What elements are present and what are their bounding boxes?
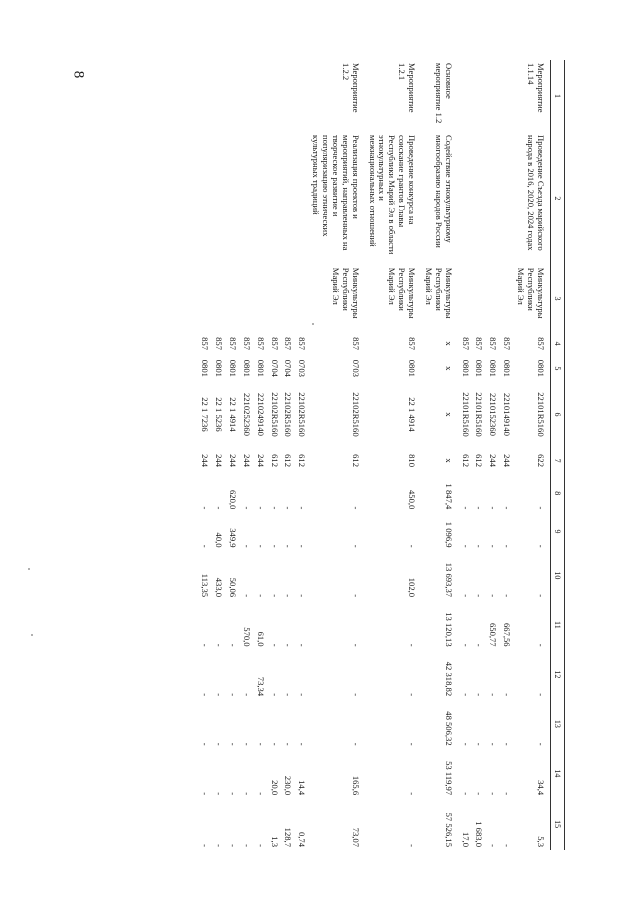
table-row [499, 60, 513, 850]
table-cell: 42 318,82 [443, 661, 454, 697]
table-cell: 0801 [535, 359, 546, 377]
table-cell: - [214, 506, 225, 510]
table-cell: 53 119,97 [443, 761, 454, 796]
table-cell: 22101R5160 [460, 392, 471, 437]
table-cell: - [255, 742, 266, 746]
table-cell: - [474, 506, 485, 510]
table-cell: - [269, 693, 280, 697]
table-cell: - [460, 693, 471, 697]
table-cell: - [488, 844, 499, 847]
table-cell [267, 265, 281, 333]
table-cell: 22101R5160 [474, 392, 485, 437]
table-cell [197, 60, 211, 132]
table-cell [499, 132, 513, 265]
table-cell: 857 [502, 337, 513, 350]
table-cell: - [297, 594, 308, 598]
table-cell: 612 [283, 454, 294, 468]
table-cell: - [488, 544, 499, 548]
table-cell: 612 [297, 454, 308, 468]
table-row [365, 60, 421, 850]
table-cell: - [241, 594, 252, 598]
table-cell [485, 265, 499, 333]
table-cell: 244 [502, 454, 513, 468]
table-cell: - [460, 643, 471, 647]
table-cell: - [535, 506, 546, 510]
table-cell: - [255, 844, 266, 847]
table-cell: - [297, 693, 308, 697]
table-cell: - [474, 742, 485, 746]
table-cell: - [269, 594, 280, 598]
table-cell: 620,0 [227, 489, 238, 510]
table-cell [458, 265, 472, 333]
table-cell: 0704 [283, 359, 294, 377]
table-cell: Основное мероприятие 1.2 [433, 63, 454, 124]
table-cell: 14,4 [297, 780, 308, 796]
column-header-12: 12 [550, 650, 564, 700]
table-cell: Проведение конкурса на соискание грантов Главы Республики Марий Эл в области этнокультурных и межнациональных отношений [367, 135, 418, 255]
table-row [294, 60, 308, 850]
table-cell: - [214, 792, 225, 796]
table-cell: - [502, 844, 513, 847]
table-cell: - [227, 792, 238, 796]
table-cell: 244 [255, 454, 266, 468]
table-row [239, 60, 253, 850]
table-cell: Реализация проектов и мероприятий, направленных на творческое развитие и популяризацию этнических культурных традиций [311, 135, 361, 251]
table-cell: 857 [474, 337, 485, 350]
table-cell: - [407, 693, 418, 697]
table-cell: 230,0 [283, 775, 294, 796]
table-cell: 244 [488, 454, 499, 468]
table-cell: - [200, 792, 211, 796]
table-cell: х [443, 412, 454, 417]
table-cell: 0801 [200, 359, 211, 377]
table-cell: 2210152360 [488, 392, 499, 436]
table-cell: 0801 [460, 359, 471, 377]
table-cell: 22 1 5236 [214, 397, 225, 432]
table-cell [294, 132, 308, 265]
table-row [421, 60, 458, 850]
table-cell [253, 265, 267, 333]
table-cell [211, 265, 225, 333]
table-cell: - [200, 742, 211, 746]
table-cell: 22 1 4914 [407, 397, 418, 432]
table-cell: 433,0 [214, 577, 225, 598]
table-cell: - [214, 643, 225, 647]
table-cell: 0801 [241, 359, 252, 377]
table-cell: - [502, 544, 513, 548]
table-cell: 0801 [474, 359, 485, 377]
table-cell: 57 526,15 [443, 812, 454, 847]
table-cell: 0801 [407, 359, 418, 377]
table-row [197, 60, 211, 850]
table-cell: 128,7 [283, 827, 294, 847]
table-cell: 857 [241, 337, 252, 350]
table-cell [472, 132, 486, 265]
table-cell: - [502, 742, 513, 746]
table-cell: 622 [535, 454, 546, 468]
table-cell [281, 132, 295, 265]
table-cell: - [407, 742, 418, 746]
table-cell: 857 [214, 337, 225, 350]
table-cell: 0801 [227, 359, 238, 377]
table-cell: - [283, 544, 294, 548]
table-cell: - [350, 742, 361, 746]
table-cell: - [502, 594, 513, 598]
table-row [458, 60, 472, 850]
table-cell: 20,0 [269, 780, 280, 796]
table-cell: - [460, 742, 471, 746]
table-cell: - [350, 506, 361, 510]
table-cell: 612 [269, 454, 280, 468]
table-body [197, 60, 550, 850]
table-cell [225, 265, 239, 333]
table-cell: - [200, 844, 211, 847]
table-cell [472, 60, 486, 132]
table-cell [499, 60, 513, 132]
table-cell: - [283, 742, 294, 746]
header-row [550, 60, 564, 850]
table-cell: 0801 [214, 359, 225, 377]
table-cell [485, 132, 499, 265]
table-cell: 165,6 [350, 775, 361, 796]
table-cell: - [255, 506, 266, 510]
table-cell: 102,0 [407, 577, 418, 598]
table-cell: - [350, 594, 361, 598]
table-cell: Проведение Съезда марийского народа в 2016, 2020, 2024 годах [525, 135, 546, 251]
table-cell: - [460, 792, 471, 796]
table-cell: Мероприятие 1.2.2 [340, 63, 361, 113]
table-cell: 612 [350, 454, 361, 468]
table-cell: - [488, 792, 499, 796]
table-cell [211, 132, 225, 265]
table-cell: 244 [200, 454, 211, 468]
table-cell [239, 132, 253, 265]
table-cell: - [407, 544, 418, 548]
table-cell: - [283, 506, 294, 510]
table-row [225, 60, 239, 850]
table-cell: 73,34 [255, 676, 266, 697]
table-cell: 61,0 [255, 631, 266, 647]
table-row [485, 60, 499, 850]
table-cell: - [474, 544, 485, 548]
table-cell: - [460, 544, 471, 548]
table-cell: - [214, 742, 225, 746]
table-cell: 857 [269, 337, 280, 350]
table-cell: - [474, 792, 485, 796]
table-cell [485, 60, 499, 132]
table-cell: 810 [407, 454, 418, 468]
table-cell: - [297, 506, 308, 510]
table-cell: 1,3 [269, 836, 280, 847]
table-cell: 650,77 [488, 622, 499, 647]
table-cell: 40,0 [214, 532, 225, 548]
budget-table [197, 60, 565, 850]
table-row [253, 60, 267, 850]
table-cell: Мероприятие 1.1.14 [525, 63, 546, 113]
table-cell: 244 [241, 454, 252, 468]
table-cell: 22102R5160 [297, 392, 308, 437]
table-cell: - [227, 844, 238, 847]
table-cell: - [407, 643, 418, 647]
table-cell: Минкультуры Республики Марий Эл [387, 267, 418, 319]
table-cell: - [297, 544, 308, 548]
table-cell: - [255, 792, 266, 796]
table-cell: 0,74 [297, 831, 308, 847]
table-cell: 113,35 [200, 573, 211, 598]
table-cell: Минкультуры Республики Марий Эл [330, 267, 361, 319]
table-cell: - [269, 742, 280, 746]
table-cell: - [214, 693, 225, 697]
table-cell: 0703 [350, 359, 361, 377]
table-cell: - [227, 693, 238, 697]
table-cell: 22102R5160 [283, 392, 294, 437]
table-cell [239, 60, 253, 132]
table-cell: 244 [227, 454, 238, 468]
table-cell [253, 132, 267, 265]
table-cell: 22101R5160 [535, 392, 546, 437]
column-header-4: 4 [550, 332, 564, 355]
table-cell: - [269, 506, 280, 510]
table-cell: 857 [460, 337, 471, 350]
table-cell: 0704 [269, 359, 280, 377]
table-row [472, 60, 486, 850]
table-cell: 1 096,9 [443, 521, 454, 548]
table-cell [281, 60, 295, 132]
table-cell: - [200, 643, 211, 647]
column-header-3: 3 [550, 265, 564, 333]
table-cell: 857 [407, 337, 418, 350]
table-cell [253, 60, 267, 132]
table-cell: - [535, 643, 546, 647]
table-cell: 857 [297, 337, 308, 350]
table-cell: х [443, 458, 454, 463]
table-cell: - [488, 742, 499, 746]
table-cell: Мероприятие 1.2.1 [397, 63, 418, 113]
table-cell: - [474, 693, 485, 697]
table-cell: - [200, 693, 211, 697]
page-number: 8 [70, 70, 87, 79]
table-cell [294, 60, 308, 132]
table-cell: - [407, 792, 418, 796]
rotated-table-frame [120, 60, 565, 850]
table-cell: 667,56 [502, 622, 513, 647]
table-cell: - [241, 506, 252, 510]
table-cell: 857 [350, 337, 361, 350]
table-cell: 1 847,4 [443, 483, 454, 510]
table-cell: 13 120,13 [443, 612, 454, 647]
table-cell: 857 [255, 337, 266, 350]
table-cell: - [227, 643, 238, 647]
table-cell [225, 132, 239, 265]
table-cell: 0801 [502, 359, 513, 377]
table-cell: - [200, 506, 211, 510]
column-header-6: 6 [550, 382, 564, 447]
table-cell: 17,0 [460, 831, 471, 847]
column-header-8: 8 [550, 474, 564, 512]
table-cell: Минкультуры Республики Марий Эл [423, 267, 454, 319]
table-cell [267, 132, 281, 265]
table-cell: - [350, 643, 361, 647]
column-header-13: 13 [550, 699, 564, 749]
table-cell [211, 60, 225, 132]
table-cell: 48 506,32 [443, 711, 454, 746]
table-cell: 0801 [255, 359, 266, 377]
table-cell: - [297, 643, 308, 647]
table-cell [472, 265, 486, 333]
table-cell: 5,3 [535, 836, 546, 847]
table-cell: 244 [214, 454, 225, 468]
table-cell: - [269, 544, 280, 548]
table-cell [294, 265, 308, 333]
table-cell: - [241, 742, 252, 746]
table-cell: - [350, 693, 361, 697]
column-header-1: 1 [550, 60, 564, 132]
table-cell: 2210252360 [241, 392, 252, 436]
table-cell: 2210149140 [502, 392, 513, 436]
table-cell: 857 [535, 337, 546, 350]
table-cell: - [535, 594, 546, 598]
table-cell: - [488, 506, 499, 510]
table-cell: - [474, 594, 485, 598]
table-cell [239, 265, 253, 333]
table-cell: 50,06 [227, 577, 238, 598]
table-cell: - [297, 742, 308, 746]
table-cell: - [200, 544, 211, 548]
table-cell: 857 [200, 337, 211, 350]
table-cell: - [283, 594, 294, 598]
table-cell [499, 265, 513, 333]
table-row [211, 60, 225, 850]
table-cell: - [255, 544, 266, 548]
table-row [267, 60, 281, 850]
table-cell: 0801 [488, 359, 499, 377]
table-cell [225, 60, 239, 132]
table-cell: 857 [227, 337, 238, 350]
table-cell: 34,4 [535, 780, 546, 796]
table-cell: - [255, 594, 266, 598]
table-cell: - [460, 506, 471, 510]
table-cell: - [460, 594, 471, 598]
table-cell [197, 265, 211, 333]
table-cell: - [350, 544, 361, 548]
table-cell: - [502, 693, 513, 697]
table-cell: - [283, 643, 294, 647]
table-cell: - [241, 844, 252, 847]
table-cell: 13 693,37 [443, 562, 454, 598]
table-cell: 450,0 [407, 489, 418, 510]
table-cell: - [283, 693, 294, 697]
column-header-9: 9 [550, 512, 564, 550]
table-row [281, 60, 295, 850]
table-cell: - [241, 693, 252, 697]
table-cell: х [443, 341, 454, 346]
table-cell: - [502, 506, 513, 510]
table-cell: 2210249140 [255, 392, 266, 436]
table-cell: х [443, 366, 454, 371]
table-cell: 857 [488, 337, 499, 350]
table-cell: - [214, 844, 225, 847]
table-cell: 22 1 4914 [227, 397, 238, 432]
table-cell: - [407, 844, 418, 847]
table-cell: 22 1 7236 [200, 397, 211, 432]
table-cell: 857 [283, 337, 294, 350]
table-cell: - [488, 693, 499, 697]
table-cell [458, 132, 472, 265]
table-cell: 570,0 [241, 627, 252, 647]
table-cell [281, 265, 295, 333]
column-header-11: 11 [550, 600, 564, 650]
table-cell: - [474, 643, 485, 647]
table-cell [267, 60, 281, 132]
table-cell: 22102R5160 [350, 392, 361, 437]
table-cell: 0703 [297, 359, 308, 377]
table-cell: - [269, 643, 280, 647]
table-cell [458, 60, 472, 132]
column-header-2: 2 [550, 132, 564, 265]
table-cell [197, 132, 211, 265]
table-cell: 612 [460, 454, 471, 468]
table-cell: - [488, 594, 499, 598]
column-header-5: 5 [550, 355, 564, 382]
column-header-7: 7 [550, 447, 564, 474]
table-cell: - [241, 792, 252, 796]
column-header-15: 15 [550, 798, 564, 850]
table-cell: 349,9 [227, 528, 238, 548]
table-cell: - [227, 742, 238, 746]
column-header-14: 14 [550, 749, 564, 799]
table-cell: - [535, 544, 546, 548]
table-cell: 22102R5160 [269, 392, 280, 437]
table-row [513, 60, 550, 850]
table-row [308, 60, 364, 850]
column-header-10: 10 [550, 551, 564, 601]
table-cell: - [241, 544, 252, 548]
table-cell: 612 [474, 454, 485, 468]
table-cell: - [535, 742, 546, 746]
table-cell: Содействие этнокультурному многообразию народов России [433, 135, 454, 248]
table-cell: 1 683,0 [474, 821, 485, 847]
table-cell: - [535, 693, 546, 697]
table-cell: - [502, 792, 513, 796]
table-cell: Минкультуры Республики Марий Эл [516, 267, 546, 319]
table-cell: 73,07 [350, 827, 361, 847]
